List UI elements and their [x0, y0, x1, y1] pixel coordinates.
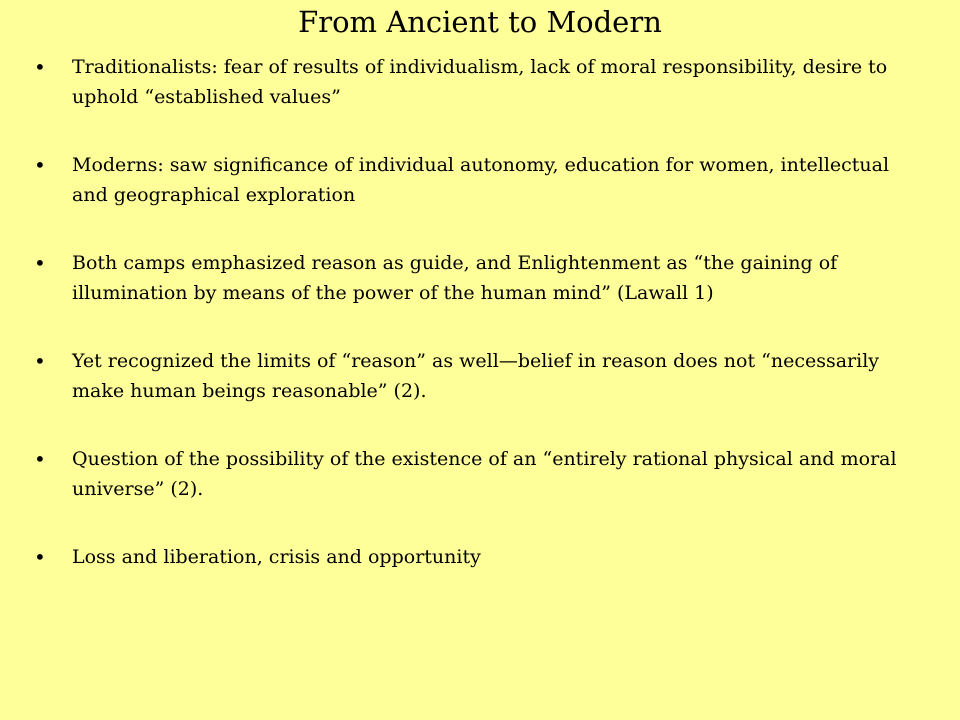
bullet-text: Question of the possibility of the existence of an “entirely rational physical and moral universe” (2). [72, 448, 897, 500]
bullet-text: Both camps emphasized reason as guide, and Enlightenment as “the gaining of illumination by means of the power of the human mind” (Lawall 1) [72, 252, 838, 304]
bullet-icon: • [34, 447, 46, 471]
bullet-text: Traditionalists: fear of results of individualism, lack of moral responsibility, desire to uphold “established values” [72, 56, 888, 108]
bullet-list [34, 52, 914, 610]
bullet-text: Moderns: saw significance of individual autonomy, education for women, intellectual and geographical exploration [72, 154, 890, 206]
bullet-item [34, 444, 914, 504]
bullet-item [34, 150, 914, 210]
bullet-text: Loss and liberation, crisis and opportunity [72, 546, 481, 568]
slide-title: From Ancient to Modern [298, 5, 662, 39]
bullet-item [34, 542, 914, 572]
bullet-icon: • [34, 55, 46, 79]
bullet-icon: • [34, 153, 46, 177]
bullet-item [34, 52, 914, 112]
bullet-icon: • [34, 251, 46, 275]
bullet-text: Yet recognized the limits of “reason” as well—belief in reason does not “necessarily make human beings reasonable” (2). [72, 350, 880, 402]
bullet-item [34, 346, 914, 406]
bullet-icon: • [34, 349, 46, 373]
bullet-icon: • [34, 545, 46, 569]
bullet-item [34, 248, 914, 308]
